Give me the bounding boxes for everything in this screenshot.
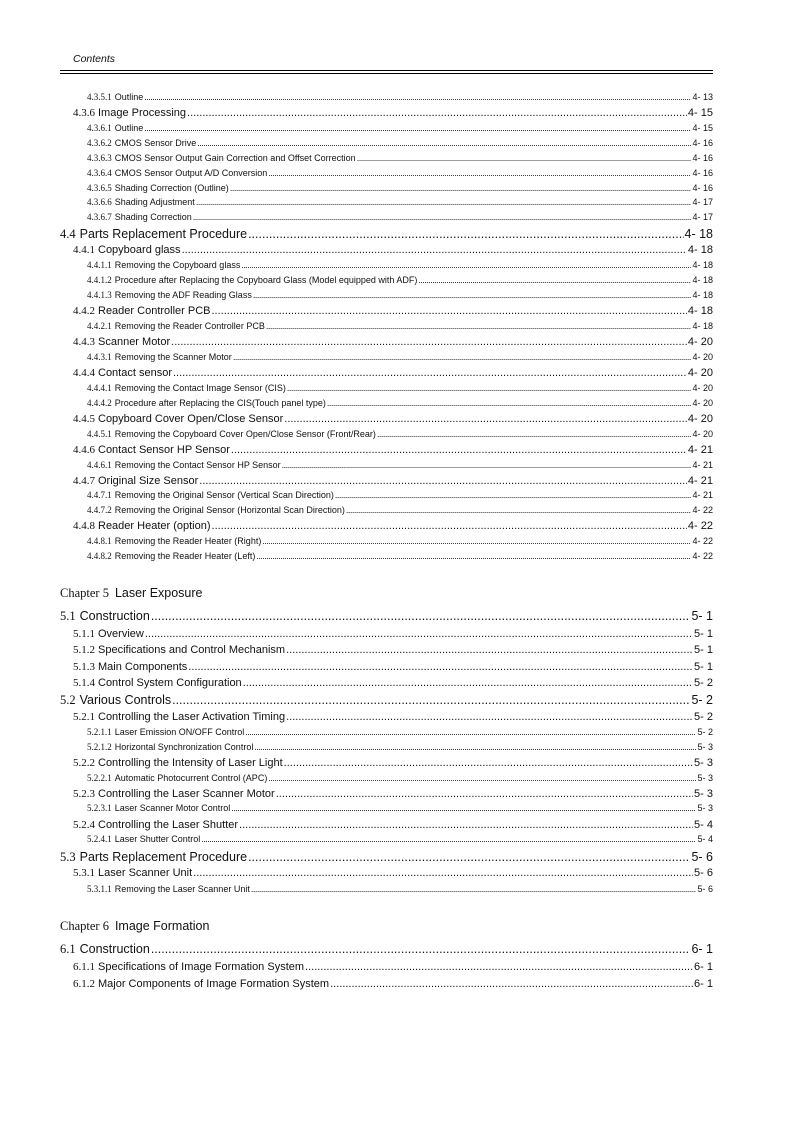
toc-entry-page: 5- 3 bbox=[694, 788, 713, 800]
chapter-title: Laser Exposure bbox=[114, 586, 203, 600]
toc-dot-leader bbox=[230, 183, 692, 193]
toc-entry-number: 4.4.5.1 bbox=[87, 429, 112, 439]
toc-dot-leader bbox=[199, 475, 687, 487]
toc-entry-title: Shading Correction (Outline) bbox=[114, 183, 229, 193]
toc-entry-page: 4- 20 bbox=[687, 336, 713, 348]
toc-dot-leader bbox=[284, 757, 693, 769]
toc-entry-page: 4- 18 bbox=[692, 290, 713, 300]
toc-entry[interactable] bbox=[73, 444, 713, 456]
toc-entry-title: CMOS Sensor Drive bbox=[114, 138, 197, 148]
toc-entry[interactable] bbox=[87, 321, 713, 331]
toc-dot-leader bbox=[193, 867, 693, 879]
toc-entry[interactable] bbox=[73, 867, 713, 879]
toc-entry-page: 4- 16 bbox=[692, 153, 713, 163]
toc-entry-title: Control System Configuration bbox=[98, 677, 242, 689]
toc-entry[interactable] bbox=[73, 961, 713, 973]
toc-entry-title: Procedure after Replacing the Copyboard Glass (Model equipped with ADF) bbox=[114, 275, 418, 285]
toc-entry-title: Parts Replacement Procedure bbox=[79, 850, 248, 864]
toc-entry-title: Scanner Motor bbox=[98, 336, 171, 348]
toc-dot-leader bbox=[212, 520, 687, 532]
toc-entry-page: 4- 20 bbox=[692, 352, 713, 362]
toc-entry-title: Removing the Reader Controller PCB bbox=[114, 321, 265, 331]
toc-entry-number: 4.3.6.4 bbox=[87, 168, 112, 178]
toc-entry-number: 4.3.6.2 bbox=[87, 138, 112, 148]
toc-entry-page: 4- 18 bbox=[692, 260, 713, 270]
toc-dot-leader bbox=[276, 788, 693, 800]
toc-entry-page: 6- 1 bbox=[694, 961, 713, 973]
toc-entry-title: Removing the Laser Scanner Unit bbox=[114, 884, 250, 894]
toc-entry-page: 4- 15 bbox=[687, 107, 713, 119]
toc-entry-number: 4.4.8.2 bbox=[87, 551, 112, 561]
toc-dot-leader bbox=[346, 505, 692, 515]
toc-dot-leader bbox=[239, 819, 693, 831]
toc-entry-title: Original Size Sensor bbox=[98, 475, 199, 487]
toc-entry-number: 5.2.1.2 bbox=[87, 742, 112, 752]
toc-dot-leader bbox=[173, 367, 687, 379]
toc-entry[interactable] bbox=[60, 850, 713, 865]
toc-entry[interactable] bbox=[87, 398, 713, 408]
toc-entry-title: Contact sensor bbox=[98, 367, 172, 379]
toc-entry[interactable] bbox=[87, 551, 713, 561]
toc-entry-title: Shading Correction bbox=[114, 212, 192, 222]
toc-entry-number: 6.1.2 bbox=[73, 978, 95, 990]
chapter-number: Chapter 6 bbox=[60, 919, 109, 933]
toc-entry[interactable] bbox=[73, 244, 713, 256]
toc-entry-number: 4.4.3.1 bbox=[87, 352, 112, 362]
toc-entry-page: 5- 3 bbox=[697, 803, 713, 813]
toc-entry-number: 4.3.5.1 bbox=[87, 92, 112, 102]
page-header-title: Contents bbox=[73, 53, 116, 65]
toc-entry[interactable] bbox=[73, 367, 713, 379]
toc-dot-leader bbox=[196, 197, 692, 207]
toc-entry-page: 4- 20 bbox=[687, 413, 713, 425]
toc-entry-number: 4.4.6 bbox=[73, 444, 95, 456]
toc-entry[interactable] bbox=[73, 475, 713, 487]
toc-entry-title: Removing the Scanner Motor bbox=[114, 352, 232, 362]
toc-entry-number: 5.2.2.1 bbox=[87, 773, 112, 783]
toc-dot-leader bbox=[245, 727, 696, 737]
toc-entry-page: 4- 18 bbox=[687, 244, 713, 256]
toc-entry-page: 4- 22 bbox=[692, 551, 713, 561]
chapter-number: Chapter 5 bbox=[60, 586, 109, 600]
toc-entry[interactable] bbox=[87, 490, 713, 500]
toc-entry-title: Procedure after Replacing the CIS(Touch panel type) bbox=[114, 398, 326, 408]
toc-entry[interactable] bbox=[87, 803, 713, 813]
toc-entry-page: 5- 1 bbox=[694, 628, 713, 640]
toc-entry-number: 4.3.6.5 bbox=[87, 183, 112, 193]
toc-entry-title: Controlling the Intensity of Laser Light bbox=[98, 757, 283, 769]
toc-dot-leader bbox=[286, 711, 693, 723]
toc-dot-leader bbox=[241, 260, 691, 270]
toc-dot-leader bbox=[287, 383, 692, 393]
toc-entry[interactable] bbox=[87, 727, 713, 737]
toc-dot-leader bbox=[233, 352, 692, 362]
toc-entry-title: Copyboard glass bbox=[98, 244, 181, 256]
toc-entry-page: 4- 20 bbox=[687, 367, 713, 379]
toc-entry-title: Controlling the Laser Shutter bbox=[98, 819, 239, 831]
toc-entry-title: Removing the Contact Image Sensor (CIS) bbox=[114, 383, 286, 393]
toc-entry-title: CMOS Sensor Output A/D Conversion bbox=[114, 168, 268, 178]
toc-entry-title: Construction bbox=[79, 609, 150, 623]
toc-entry[interactable] bbox=[73, 413, 713, 425]
toc-entry[interactable] bbox=[87, 352, 713, 362]
toc-entry-page: 4- 18 bbox=[687, 305, 713, 317]
toc-entry-title: Removing the Original Sensor (Vertical Scan Direction) bbox=[114, 490, 334, 500]
toc-dot-leader bbox=[357, 153, 692, 163]
toc-entry-number: 6.1 bbox=[60, 942, 76, 956]
toc-entry-title: Shading Adjustment bbox=[114, 197, 195, 207]
toc-entry-page: 5- 3 bbox=[697, 773, 713, 783]
toc-entry-number: 5.2.1.1 bbox=[87, 727, 112, 737]
toc-entry[interactable] bbox=[87, 138, 713, 148]
toc-entry-number: 4.4.1 bbox=[73, 244, 95, 256]
toc-entry[interactable] bbox=[87, 536, 713, 546]
toc-entry[interactable] bbox=[87, 197, 713, 207]
toc-entry-title: Specifications and Control Mechanism bbox=[98, 644, 286, 656]
toc-entry-title: Outline bbox=[114, 92, 144, 102]
chapter-title: Image Formation bbox=[114, 919, 210, 933]
toc-dot-leader bbox=[268, 168, 691, 178]
toc-entry-page: 5- 6 bbox=[694, 867, 713, 879]
toc-dot-leader bbox=[286, 644, 693, 656]
toc-entry[interactable] bbox=[73, 644, 713, 656]
toc-entry[interactable] bbox=[60, 693, 713, 708]
toc-dot-leader bbox=[151, 609, 691, 623]
toc-dot-leader bbox=[284, 413, 687, 425]
toc-entry-number: 5.2.1 bbox=[73, 711, 95, 723]
toc-entry-title: Controlling the Laser Activation Timing bbox=[98, 711, 286, 723]
toc-entry-number: 4.4.3 bbox=[73, 336, 95, 348]
toc-entry-page: 4- 21 bbox=[687, 475, 713, 487]
toc-entry-number: 5.3 bbox=[60, 850, 76, 864]
toc-entry-title: Major Components of Image Formation System bbox=[98, 978, 330, 990]
toc-entry-number: 5.1.3 bbox=[73, 661, 95, 673]
toc-entry[interactable] bbox=[87, 92, 713, 102]
toc-dot-leader bbox=[243, 677, 693, 689]
toc-dot-leader bbox=[256, 551, 691, 561]
toc-entry[interactable] bbox=[73, 628, 713, 640]
toc-entry-number: 4.4.4.1 bbox=[87, 383, 112, 393]
toc-entry-number: 5.2 bbox=[60, 693, 76, 707]
toc-entry-page: 4- 20 bbox=[692, 398, 713, 408]
toc-entry[interactable] bbox=[87, 460, 713, 470]
toc-entry-page: 6- 1 bbox=[691, 942, 713, 956]
toc-entry[interactable] bbox=[73, 520, 713, 532]
toc-dot-leader bbox=[197, 138, 691, 148]
toc-dot-leader bbox=[305, 961, 693, 973]
toc-entry-title: Overview bbox=[98, 628, 144, 640]
toc-dot-leader bbox=[182, 244, 687, 256]
toc-entry-page: 5- 3 bbox=[697, 742, 713, 752]
toc-entry-title: Parts Replacement Procedure bbox=[79, 227, 248, 241]
toc-entry-title: Removing the ADF Reading Glass bbox=[114, 290, 252, 300]
toc-entry-number: 5.1.4 bbox=[73, 677, 95, 689]
toc-entry-number: 5.3.1 bbox=[73, 867, 95, 879]
toc-dot-leader bbox=[262, 536, 691, 546]
toc-entry[interactable] bbox=[87, 260, 713, 270]
toc-dot-leader bbox=[251, 884, 697, 894]
toc-entry[interactable] bbox=[87, 183, 713, 193]
toc-entry-title: Horizontal Synchronization Control bbox=[114, 742, 254, 752]
toc-entry-title: Contact Sensor HP Sensor bbox=[98, 444, 230, 456]
toc-dot-leader bbox=[253, 290, 692, 300]
toc-entry[interactable] bbox=[73, 788, 713, 800]
toc-entry-page: 4- 21 bbox=[692, 460, 713, 470]
toc-dot-leader bbox=[254, 742, 696, 752]
toc-entry[interactable] bbox=[87, 742, 713, 752]
toc-entry-page: 4- 13 bbox=[692, 92, 713, 102]
toc-entry-page: 4- 17 bbox=[692, 212, 713, 222]
toc-dot-leader bbox=[201, 834, 696, 844]
toc-dot-leader bbox=[144, 123, 691, 133]
toc-entry-number: 6.1.1 bbox=[73, 961, 95, 973]
toc-entry-number: 4.4.5 bbox=[73, 413, 95, 425]
toc-entry-number: 4.4.8.1 bbox=[87, 536, 112, 546]
toc-entry-page: 5- 6 bbox=[691, 850, 713, 864]
toc-entry[interactable] bbox=[73, 819, 713, 831]
toc-dot-leader bbox=[193, 212, 692, 222]
chapter-heading bbox=[60, 586, 203, 601]
toc-entry-page: 4- 21 bbox=[692, 490, 713, 500]
toc-dot-leader bbox=[145, 628, 693, 640]
toc-entry[interactable] bbox=[73, 305, 713, 317]
toc-entry-title: Removing the Copyboard glass bbox=[114, 260, 241, 270]
toc-entry[interactable] bbox=[87, 168, 713, 178]
toc-entry[interactable] bbox=[73, 107, 713, 119]
toc-entry-title: Removing the Reader Heater (Left) bbox=[114, 551, 256, 561]
toc-entry-title: Laser Scanner Unit bbox=[98, 867, 193, 879]
toc-entry-page: 5- 1 bbox=[694, 644, 713, 656]
toc-entry-number: 5.2.4 bbox=[73, 819, 95, 831]
toc-entry[interactable] bbox=[87, 153, 713, 163]
toc-entry-number: 5.1.1 bbox=[73, 628, 95, 640]
toc-entry-page: 5- 2 bbox=[691, 693, 713, 707]
toc-entry-page: 4- 16 bbox=[692, 168, 713, 178]
toc-dot-leader bbox=[171, 336, 687, 348]
toc-entry[interactable] bbox=[87, 290, 713, 300]
toc-entry[interactable] bbox=[73, 661, 713, 673]
toc-entry-page: 4- 18 bbox=[692, 275, 713, 285]
toc-entry-page: 5- 1 bbox=[691, 609, 713, 623]
toc-entry-page: 4- 21 bbox=[687, 444, 713, 456]
toc-entry-page: 4- 17 bbox=[692, 197, 713, 207]
toc-entry-page: 5- 3 bbox=[694, 757, 713, 769]
toc-entry-title: Removing the Contact Sensor HP Sensor bbox=[114, 460, 281, 470]
toc-entry-number: 4.4.7.1 bbox=[87, 490, 112, 500]
toc-entry[interactable] bbox=[87, 773, 713, 783]
toc-entry-title: Copyboard Cover Open/Close Sensor bbox=[98, 413, 284, 425]
toc-entry-title: Controlling the Laser Scanner Motor bbox=[98, 788, 275, 800]
toc-entry[interactable] bbox=[60, 227, 713, 242]
toc-entry-number: 4.4 bbox=[60, 227, 76, 241]
toc-entry-number: 4.4.4.2 bbox=[87, 398, 112, 408]
toc-dot-leader bbox=[282, 460, 692, 470]
toc-entry-page: 5- 1 bbox=[694, 661, 713, 673]
chapter-heading bbox=[60, 919, 209, 934]
toc-entry-page: 4- 18 bbox=[692, 321, 713, 331]
toc-entry[interactable] bbox=[87, 123, 713, 133]
toc-entry-number: 5.3.1.1 bbox=[87, 884, 112, 894]
toc-entry-number: 5.1.2 bbox=[73, 644, 95, 656]
toc-entry[interactable] bbox=[73, 978, 713, 990]
toc-entry-title: Removing the Original Sensor (Horizontal Scan Direction) bbox=[114, 505, 345, 515]
toc-entry-page: 5- 4 bbox=[694, 819, 713, 831]
toc-entry-number: 4.4.7.2 bbox=[87, 505, 112, 515]
toc-entry-page: 4- 20 bbox=[692, 429, 713, 439]
toc-entry-title: Outline bbox=[114, 123, 144, 133]
toc-dot-leader bbox=[266, 321, 692, 331]
toc-entry-title: Specifications of Image Formation System bbox=[98, 961, 305, 973]
toc-entry-number: 5.1 bbox=[60, 609, 76, 623]
toc-entry-number: 4.4.2.1 bbox=[87, 321, 112, 331]
toc-entry-number: 4.4.1.3 bbox=[87, 290, 112, 300]
toc-entry-number: 5.2.4.1 bbox=[87, 834, 112, 844]
toc-entry[interactable] bbox=[60, 609, 713, 624]
toc-entry-number: 4.4.1.2 bbox=[87, 275, 112, 285]
toc-entry-title: Removing the Copyboard Cover Open/Close Sensor (Front/Rear) bbox=[114, 429, 376, 439]
toc-entry-title: Laser Emission ON/OFF Control bbox=[114, 727, 245, 737]
toc-entry-number: 4.3.6 bbox=[73, 107, 95, 119]
toc-dot-leader bbox=[187, 107, 687, 119]
toc-entry-title: Laser Scanner Motor Control bbox=[114, 803, 231, 813]
toc-entry-page: 4- 22 bbox=[692, 536, 713, 546]
toc-entry-page: 4- 22 bbox=[692, 505, 713, 515]
toc-entry-number: 4.3.6.7 bbox=[87, 212, 112, 222]
toc-entry-page: 5- 2 bbox=[694, 711, 713, 723]
toc-entry[interactable] bbox=[87, 212, 713, 222]
toc-entry-title: CMOS Sensor Output Gain Correction and Offset Correction bbox=[114, 153, 356, 163]
toc-dot-leader bbox=[248, 850, 690, 864]
toc-entry-page: 4- 20 bbox=[692, 383, 713, 393]
toc-dot-leader bbox=[335, 490, 692, 500]
toc-entry[interactable] bbox=[87, 275, 713, 285]
toc-dot-leader bbox=[212, 305, 687, 317]
toc-entry-title: Removing the Reader Heater (Right) bbox=[114, 536, 262, 546]
toc-entry[interactable] bbox=[87, 834, 713, 844]
header-rule bbox=[60, 70, 713, 74]
toc-entry-number: 4.4.8 bbox=[73, 520, 95, 532]
toc-entry-page: 5- 6 bbox=[697, 884, 713, 894]
toc-entry[interactable] bbox=[87, 884, 713, 894]
toc-entry-number: 4.4.1.1 bbox=[87, 260, 112, 270]
toc-entry-page: 5- 2 bbox=[694, 677, 713, 689]
toc-entry-number: 5.2.3 bbox=[73, 788, 95, 800]
toc-entry-page: 5- 2 bbox=[697, 727, 713, 737]
toc-entry[interactable] bbox=[87, 429, 713, 439]
toc-entry-page: 6- 1 bbox=[694, 978, 713, 990]
toc-entry-title: Laser Shutter Control bbox=[114, 834, 201, 844]
toc-dot-leader bbox=[231, 803, 696, 813]
toc-entry[interactable] bbox=[73, 757, 713, 769]
toc-entry-number: 4.4.6.1 bbox=[87, 460, 112, 470]
toc-dot-leader bbox=[151, 942, 691, 956]
toc-entry-title: Image Processing bbox=[98, 107, 187, 119]
toc-entry-title: Reader Heater (option) bbox=[98, 520, 211, 532]
toc-dot-leader bbox=[172, 693, 690, 707]
toc-entry[interactable] bbox=[73, 677, 713, 689]
toc-entry-title: Various Controls bbox=[79, 693, 172, 707]
toc-entry-number: 5.2.3.1 bbox=[87, 803, 112, 813]
toc-entry-number: 5.2.2 bbox=[73, 757, 95, 769]
toc-entry-number: 4.4.7 bbox=[73, 475, 95, 487]
toc-entry[interactable] bbox=[87, 505, 713, 515]
toc-entry[interactable] bbox=[73, 336, 713, 348]
toc-dot-leader bbox=[327, 398, 692, 408]
toc-entry-title: Construction bbox=[79, 942, 150, 956]
toc-entry-number: 4.3.6.1 bbox=[87, 123, 112, 133]
toc-dot-leader bbox=[418, 275, 691, 285]
toc-dot-leader bbox=[248, 227, 683, 241]
toc-entry-page: 4- 15 bbox=[692, 123, 713, 133]
toc-entry-number: 4.4.2 bbox=[73, 305, 95, 317]
toc-entry[interactable] bbox=[60, 942, 713, 957]
toc-entry-number: 4.4.4 bbox=[73, 367, 95, 379]
toc-dot-leader bbox=[188, 661, 693, 673]
toc-entry-page: 4- 16 bbox=[692, 183, 713, 193]
toc-dot-leader bbox=[377, 429, 692, 439]
toc-dot-leader bbox=[268, 773, 696, 783]
toc-entry-title: Automatic Photocurrent Control (APC) bbox=[114, 773, 268, 783]
toc-dot-leader bbox=[144, 92, 691, 102]
toc-entry-title: Main Components bbox=[98, 661, 188, 673]
toc-entry[interactable] bbox=[73, 711, 713, 723]
toc-entry[interactable] bbox=[87, 383, 713, 393]
toc-entry-page: 5- 4 bbox=[697, 834, 713, 844]
toc-entry-title: Reader Controller PCB bbox=[98, 305, 211, 317]
toc-entry-number: 4.3.6.6 bbox=[87, 197, 112, 207]
toc-dot-leader bbox=[231, 444, 687, 456]
toc-entry-page: 4- 22 bbox=[687, 520, 713, 532]
toc-entry-page: 4- 18 bbox=[684, 227, 713, 241]
toc-dot-leader bbox=[330, 978, 693, 990]
toc-entry-number: 4.3.6.3 bbox=[87, 153, 112, 163]
toc-entry-page: 4- 16 bbox=[692, 138, 713, 148]
